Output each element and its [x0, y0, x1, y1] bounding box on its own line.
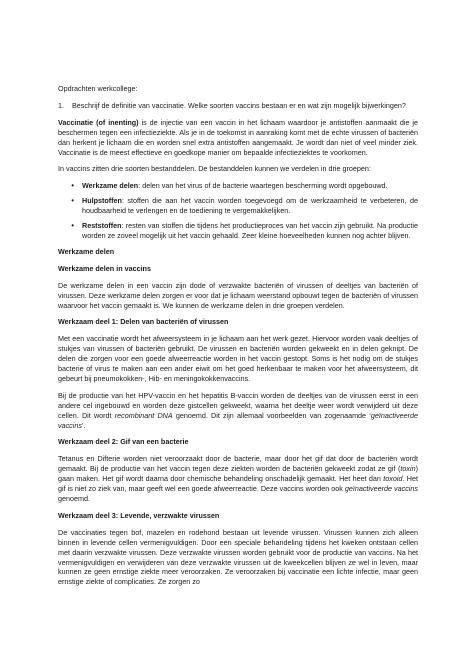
bullet-icon: •: [71, 196, 74, 206]
subsection-heading: [58, 264, 418, 274]
italic-term: geïnactiveerde vaccins: [344, 484, 418, 494]
part1-heading-text: Werkzaam deel 1: Delen van bacteriën of virussen: [58, 317, 229, 327]
text-run: Tetanus en Difterie worden niet veroorzaakt door de bacterie, maar door het gif dat door de bacteriën wordt gemaakt. Bij de productie van het vaccin tegen deze ziekten worden de bacteriën gekweekt zodat ze gif (: [58, 454, 418, 474]
document-title: Opdrachten werkcollege:: [58, 84, 138, 93]
list-item-term: Werkzame delen: [82, 181, 139, 191]
list-item-text: : stoffen die aan het vaccin worden toegevoegd om de werkzaamheid te verbeteren, de houdbaarheid te verlengen en de toediening te vergemakkelijken.: [82, 196, 418, 216]
definition-text: is de injectie van een vaccin in het lichaam waardoor je antistoffen aanmaakt die je beschermen tegen een infectieziekte. Als je in de toekomst in aanraking komt met de echte virussen of bacteriën dan herkent je lichaam die en worden snel extra antistoffen aangemaakt. Je wordt dan niet of veel minder ziek. Vaccinatie is de meest effectieve en goedkope manier om bepaalde infectieziektes te voorkomen.: [58, 117, 418, 157]
section-heading-text: Werkzame delen: [58, 246, 115, 256]
part3-heading: [58, 511, 418, 521]
list-item: [58, 221, 418, 241]
bullet-icon: •: [71, 221, 74, 231]
list-item-term: Reststoffen: [82, 221, 122, 231]
bullet-icon: •: [71, 181, 74, 191]
list-item-term: Hulpstoffen: [82, 196, 122, 206]
definition-term: Vaccinatie (of inenting): [58, 117, 139, 127]
part3-paragraph: De vaccinaties tegen bof, mazelen en rodehond bestaan uit levende virussen. Virussen kunnen zich alleen binnen in levende cellen vermenigvuldigen. Door een speciale behandeling tijdens het kweken ontstaan cellen met daarin verzwakte virussen. Deze verzwakte virussen worden gebruikt voor de productie van vaccins. Na het vermenigvuldigen en verwijderen van deze verzwakte virussen uit de kweekcellen blijven ze wel in leven, maar kunnen ze geen ernstige ziekte meer veroorzaken. Ze veroorzaken bij vaccinatie een lichte infectie, maar geen ernstige ziekte of complicaties. Ze zorgen zo: [58, 527, 418, 587]
list-item-text: : delen van het virus of de bacterie waartegen bescherming wordt opgebouwd.: [138, 181, 388, 191]
part2-heading-text: Werkzaam deel 2: Gif van een bacterie: [58, 437, 189, 447]
text-run: genoemd.: [58, 494, 90, 503]
italic-term: toxin: [400, 464, 416, 474]
part2-heading: [58, 437, 418, 447]
text-run: genoemd. Dit zijn allemaal voorbeelden van zogenaamde ‘: [172, 410, 371, 420]
component-list: [58, 181, 418, 241]
document-body: [58, 84, 418, 594]
text-run: . Het gif is niet zo ziek van, maar geeft wel een goede afweerreactie. Deze vaccins worden ook: [58, 474, 418, 494]
text-run: Bij de productie van het HPV-vaccin en het hepatitis B-vaccin worden de deeltjes van de virussen eerst in een andere cel ingebouwd en worden deze gistcellen gekweekt, waarna het deeltje weer wordt verwijderd uit deze cellen. Dit wordt: [58, 390, 418, 420]
part1-heading: [58, 317, 418, 327]
part2-paragraph: [58, 454, 418, 504]
question-item: [58, 101, 418, 111]
italic-term: geïnactiveerde vaccins: [58, 410, 418, 430]
intro-paragraph: In vaccins zitten drie soorten bestanddelen. De bestanddelen kunnen we verdelen in drie groepen:: [58, 164, 371, 174]
question-number: 1.: [58, 100, 64, 110]
section-heading: [58, 247, 418, 257]
text-run: ) gaan maken. Het gif wordt daarna door chemische behandeling onschadelijk gemaakt. Het heet dan: [58, 464, 418, 484]
definition-paragraph: [58, 118, 418, 158]
italic-term: toxoid: [383, 474, 403, 484]
text-run: ’.: [81, 420, 86, 430]
part3-heading-text: Werkzaam deel 3: Levende, verzwakte virussen: [58, 510, 220, 520]
italic-term: recombinant DNA: [114, 410, 173, 420]
subsection-paragraph: De werkzame delen in een vaccin zijn dode of verzwakte bacteriën of virussen of deeltjes van bacteriën of virussen. Deze werkzame delen zorgen er voor dat je lichaam weerstand opbouwt tegen de bacteriën of virussen waarvoor het vaccin gemaakt is. We kunnen de werkzame delen in drie groepen verdelen.: [58, 280, 418, 310]
part1-paragraph-2: [58, 391, 418, 431]
list-item-text: : resten van stoffen die tijdens het productieproces van het vaccin zijn gebruikt. Na productie worden ze zoveel mogelijk uit het vaccin gehaald. Zeer kleine hoeveelheden kunnen nog achter blijven.: [82, 221, 418, 240]
list-item: [58, 196, 418, 216]
question-text: Beschrijf de definitie van vaccinatie. Welke soorten vaccins bestaan er en wat zijn mogelijk bijwerkingen?: [72, 100, 406, 110]
part1-paragraph-1: Met een vaccinatie wordt het afweersysteem in je lichaam aan het werk gezet. Hiervoor worden vaak deeltjes of stukjes van virussen of bacteriën gebruikt. De virussen en bacteriën worden gekweekt en in delen geknipt. De delen die zorgen voor een goede afweerreactie worden in het vaccin gestopt. Soms is het nodig om de stukjes bacterie of virus te maken aan een ander eiwit om het goed herkenbaar te maken voor het afweersysteem, dit gebeurt bij pneumokokken-, Hib- en meningokokkenvaccins.: [58, 334, 418, 383]
list-item: [58, 181, 418, 191]
subsection-heading-text: Werkzame delen in vaccins: [58, 263, 151, 273]
